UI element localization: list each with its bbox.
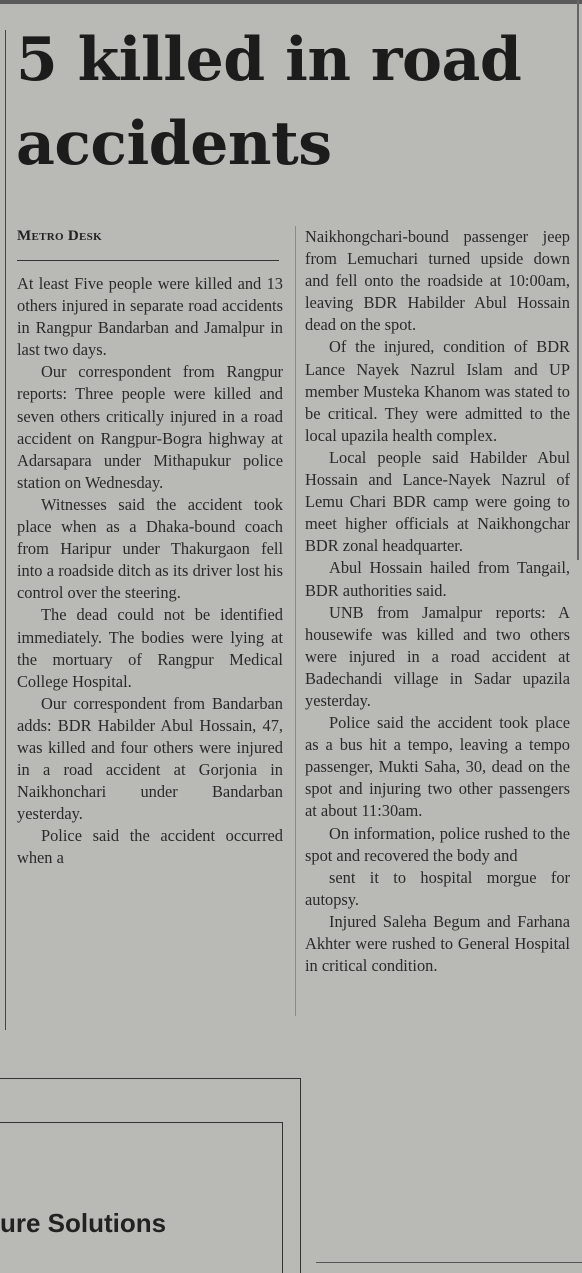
paragraph: At least Five people were killed and 13 others injured in separate road accidents in Rangpur Bandarban and Jamalpur in last two days. (17, 274, 283, 360)
article-column-2 (305, 226, 570, 977)
paragraph: Our correspondent from Bandarban adds: BDR Habilder Abul Hossain, 47, was killed and four others were injured in a road accident at Gorjonia in Naikhonchari under Bandarban yesterday. (17, 693, 283, 824)
paragraph: Injured Saleha Begum and Farhana Akhter were rushed to General Hospital in critical condition. (305, 911, 570, 976)
paragraph: Witnesses said the accident took place when as a Dhaka-bound coach from Haripur under Thakurgaon fell into a roadside ditch as its driver lost his control over the steering. (17, 494, 283, 603)
left-border-rule (5, 30, 6, 1030)
paragraph: sent it to hospital morgue for autopsy. (305, 867, 570, 909)
right-border-rule (577, 0, 579, 560)
column-divider (295, 226, 296, 1016)
paragraph: Abul Hossain hailed from Tangail, BDR authorities said. (305, 558, 570, 600)
paragraph: Naikhongchari-bound passenger jeep from Lemuchari turned upside down and fell onto the roadside at 10:00am, leaving BDR Habilder Abul Hossain dead on the spot. (305, 227, 570, 335)
advertisement-inner-frame (0, 1122, 283, 1273)
headline: 5 killed in road accidents (16, 25, 522, 179)
paragraph: Of the injured, condition of BDR Lance Nayek Nazrul Islam and UP member Musteka Khanom was stated to be critical. They were admitted to the local upazila health complex. (305, 337, 570, 445)
footer-rule (316, 1262, 582, 1263)
paragraph: Our correspondent from Rangpur reports: Three people were killed and seven others critically injured in a road accident on Rangpur-Bogra highway at Adarsapara under Mithapukur police station on Wednesday. (17, 362, 283, 492)
paragraph: UNB from Jamalpur reports: A housewife was killed and two others were injured in a road accident at Badechandi village in Sadar upazila yesterday. (305, 602, 570, 710)
advertisement-text: ure Solutions (0, 1208, 167, 1238)
paragraph: Police said the accident took place as a bus hit a tempo, leaving a tempo passenger, Mukti Saha, 30, dead on the spot and injuring two other passengers at about 11:30am. (305, 713, 570, 821)
paragraph: Local people said Habilder Abul Hossain and Lance-Nayek Nazrul of Lemu Chari BDR camp were going to meet higher officials at Naikhongchar BDR zonal headquarter. (305, 447, 570, 556)
paragraph: The dead could not be identified immediately. The bodies were lying at the mortuary of Rangpur Medical College Hospital. (17, 605, 283, 691)
paragraph: Police said the accident occurred when a (17, 826, 283, 868)
paragraph: On information, police rushed to the spot and recovered the body and (305, 823, 570, 865)
kicker-rule (17, 260, 279, 261)
article-column-1 (17, 273, 283, 870)
kicker-byline: Metro Desk (17, 228, 102, 244)
top-border-rule (0, 0, 582, 4)
